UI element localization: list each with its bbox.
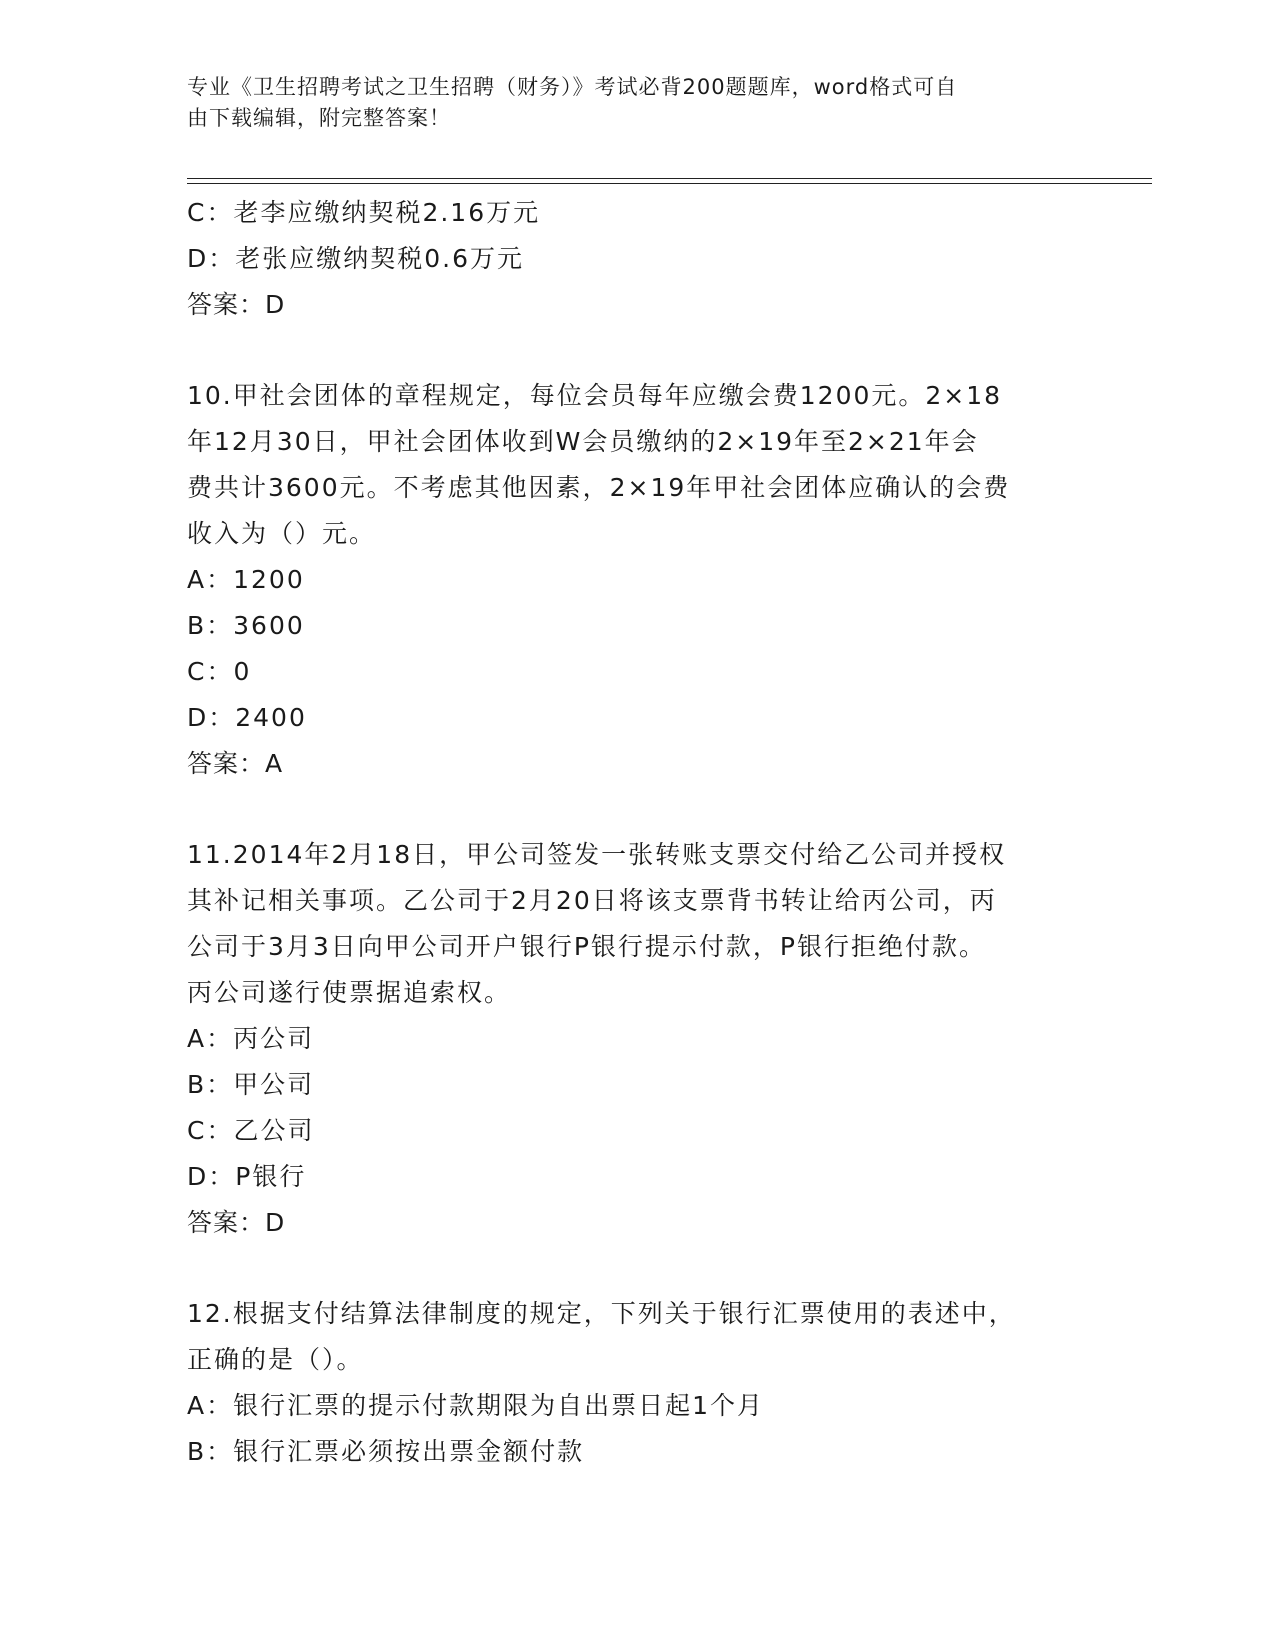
question-text-line: 丙公司遂行使票据追索权。 [187,978,512,1007]
question-text-line: 10.甲社会团体的章程规定，每位会员每年应缴会费1200元。2×18 [187,381,1003,410]
question-9-tail [187,190,1087,328]
option-c: C：乙公司 [187,1116,315,1145]
option-a: A：丙公司 [187,1024,315,1053]
question-text-line: 公司于3月3日向甲公司开户银行P银行提示付款，P银行拒绝付款。 [187,932,986,961]
document-header [187,72,1067,134]
option-d: D：2400 [187,703,307,732]
answer-line: 答案：D [187,290,286,319]
option-b: B：银行汇票必须按出票金额付款 [187,1437,585,1466]
header-line-1: 专业《卫生招聘考试之卫生招聘（财务）》考试必背200题题库，word格式可自 [187,75,958,99]
option-c: C：0 [187,657,252,686]
answer-line: 答案：D [187,1208,286,1237]
question-10 [187,373,1087,787]
option-d: D：老张应缴纳契税0.6万元 [187,244,525,273]
question-text-line: 费共计3600元。不考虑其他因素，2×19年甲社会团体应确认的会费 [187,473,1011,502]
spacer [187,328,1087,373]
option-c: C：老李应缴纳契税2.16万元 [187,198,541,227]
spacer [187,787,1087,832]
question-text-line: 年12月30日，甲社会团体收到W会员缴纳的2×19年至2×21年会 [187,427,979,456]
question-text-line: 正确的是（）。 [187,1345,364,1374]
answer-line: 答案：A [187,749,284,778]
header-divider-top [187,178,1152,179]
header-line-2: 由下载编辑，附完整答案！ [187,106,451,130]
option-b: B：3600 [187,611,305,640]
option-a: A：银行汇票的提示付款期限为自出票日起1个月 [187,1391,765,1420]
question-12 [187,1291,1087,1475]
header-divider-bottom [187,183,1152,184]
option-b: B：甲公司 [187,1070,315,1099]
spacer [187,1246,1087,1291]
question-11 [187,832,1087,1246]
question-text-line: 其补记相关事项。乙公司于2月20日将该支票背书转让给丙公司，丙 [187,886,997,915]
option-d: D：P银行 [187,1162,307,1191]
document-body [187,190,1087,1475]
question-text-line: 收入为（）元。 [187,519,377,548]
question-text-line: 12.根据支付结算法律制度的规定，下列关于银行汇票使用的表述中， [187,1299,1016,1328]
option-a: A：1200 [187,565,305,594]
question-text-line: 11.2014年2月18日，甲公司签发一张转账支票交付给乙公司并授权 [187,840,1007,869]
